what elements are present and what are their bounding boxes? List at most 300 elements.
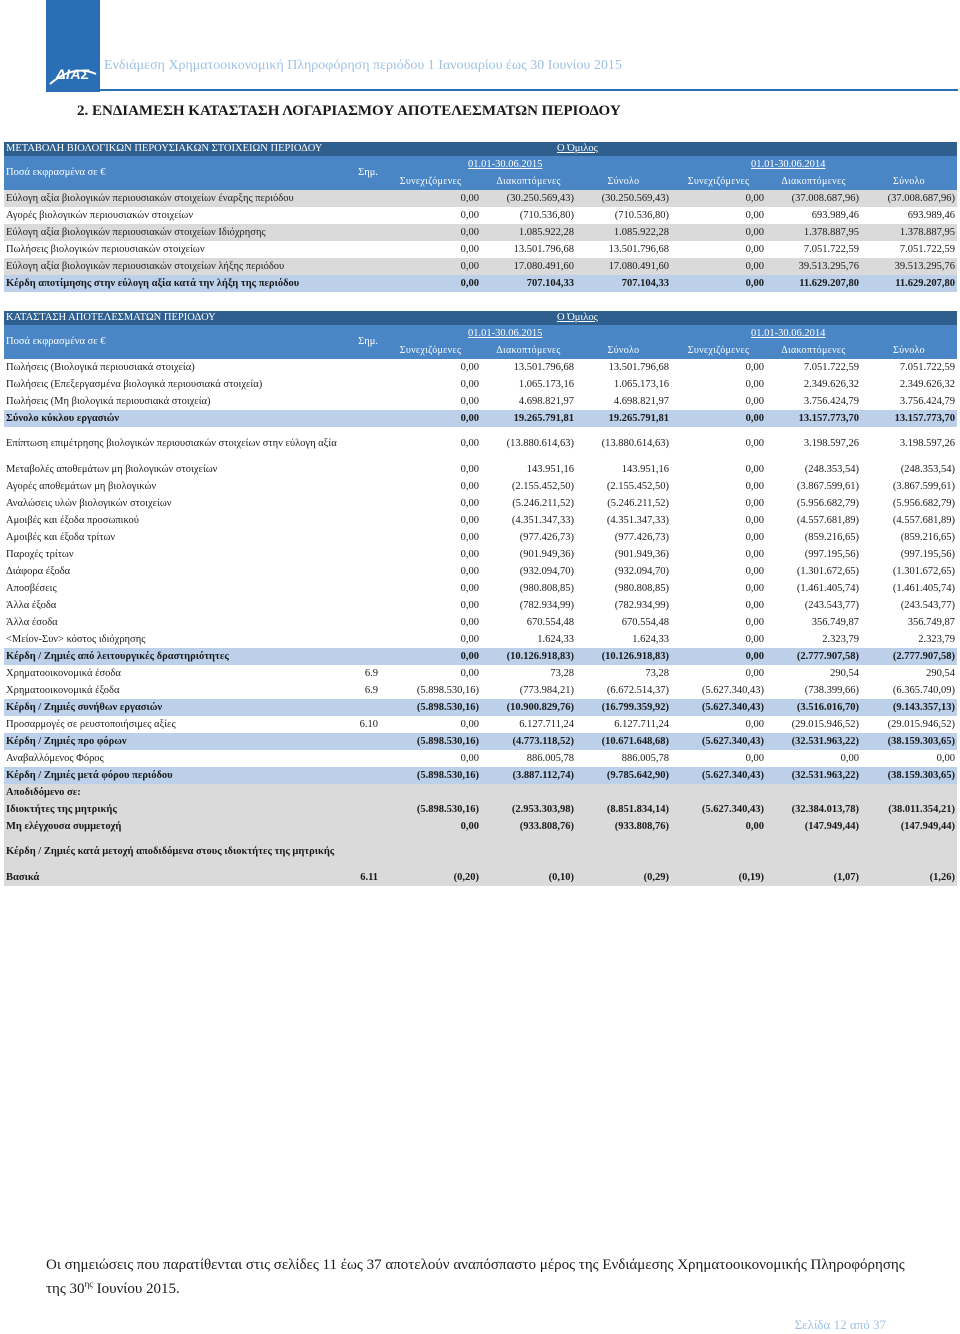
table-row	[4, 376, 957, 393]
table-row	[4, 461, 957, 478]
row-value: 0,00	[380, 648, 481, 665]
row-value: 0,00	[380, 631, 481, 648]
table-row	[4, 427, 957, 461]
row-value: (977.426,73)	[576, 529, 671, 546]
row-value: (738.399,66)	[766, 682, 861, 699]
row-value: (3.887.112,74)	[481, 767, 576, 784]
col-continuing-2015: Συνεχιζόμενες	[380, 342, 481, 359]
row-value: 39.513.295,76	[861, 258, 957, 275]
row-value: (243.543,77)	[766, 597, 861, 614]
row-value: (933.808,76)	[481, 818, 576, 835]
row-value: 143.951,16	[481, 461, 576, 478]
row-value: 0,00	[380, 614, 481, 631]
row-note: 6.10	[349, 716, 380, 733]
row-value: 0,00	[671, 393, 766, 410]
col-total-2015: Σύνολο	[576, 342, 671, 359]
row-value: (32.531.963,22)	[766, 733, 861, 750]
row-value: 0,00	[380, 750, 481, 767]
row-note	[349, 512, 380, 529]
row-value: 0,00	[671, 563, 766, 580]
row-value: (782.934,99)	[576, 597, 671, 614]
col-discontinued-2015: Διακοπτόμενες	[481, 342, 576, 359]
row-value: 707.104,33	[481, 275, 576, 292]
row-value: (4.557.681,89)	[766, 512, 861, 529]
row-value: 1.085.922,28	[576, 224, 671, 241]
row-value: (5.627.340,43)	[671, 682, 766, 699]
row-value: (243.543,77)	[861, 597, 957, 614]
row-value: (8.851.834,14)	[576, 801, 671, 818]
row-value: (248.353,54)	[766, 461, 861, 478]
row-value: 693.989,46	[766, 207, 861, 224]
row-label: Χρηματοοικονομικά έσοδα	[4, 665, 349, 682]
row-value: 670.554,48	[481, 614, 576, 631]
row-value: (859.216,65)	[861, 529, 957, 546]
table-row	[4, 648, 957, 665]
row-value: 3.198.597,26	[861, 427, 957, 461]
row-note	[349, 207, 380, 224]
row-label: Κέρδη / Ζημιές συνήθων εργασιών	[4, 699, 349, 716]
col-total-2014: Σύνολο	[861, 173, 957, 190]
row-value: (37.008.687,96)	[861, 190, 957, 207]
table-title-row	[4, 311, 957, 325]
footer-note-superscript: ης	[84, 1279, 93, 1289]
row-value	[671, 784, 766, 801]
row-value: (1.461.405,74)	[766, 580, 861, 597]
row-note	[349, 241, 380, 258]
row-value: (5.956.682,79)	[766, 495, 861, 512]
row-value: (997.195,56)	[861, 546, 957, 563]
row-label: Βασικά	[4, 869, 349, 886]
row-value: 0,00	[671, 190, 766, 207]
table-row	[4, 801, 957, 818]
row-value: (5.898.530,16)	[380, 801, 481, 818]
row-value: (10.126.918,83)	[481, 648, 576, 665]
table-row	[4, 665, 957, 682]
row-value: 1.065.173,16	[481, 376, 576, 393]
period-header-row	[4, 325, 957, 342]
col-total-2015: Σύνολο	[576, 173, 671, 190]
row-value: 0,00	[671, 461, 766, 478]
row-label: Πωλήσεις (Επεξεργασμένα βιολογικά περιουσιακά στοιχεία)	[4, 376, 349, 393]
row-value: 7.051.722,59	[766, 359, 861, 376]
row-value: 0,00	[671, 275, 766, 292]
row-value: 0,00	[380, 597, 481, 614]
row-value: 2.323,79	[766, 631, 861, 648]
row-value: 0,00	[380, 224, 481, 241]
row-value: (901.949,36)	[481, 546, 576, 563]
row-label: Κέρδη / Ζημιές μετά φόρου περιόδου	[4, 767, 349, 784]
row-value: 7.051.722,59	[861, 359, 957, 376]
row-note	[349, 275, 380, 292]
row-value: 0,00	[380, 258, 481, 275]
row-note	[349, 359, 380, 376]
row-label: Μη ελέγχουσα συμμετοχή	[4, 818, 349, 835]
row-value: 19.265.791,81	[576, 410, 671, 427]
col-discontinued-2015: Διακοπτόμενες	[481, 173, 576, 190]
row-value: (710.536,80)	[576, 207, 671, 224]
biological-assets-table	[4, 142, 957, 292]
row-value: 0,00	[671, 478, 766, 495]
row-value: 0,00	[671, 512, 766, 529]
row-value: 0,00	[380, 427, 481, 461]
row-value	[671, 835, 766, 869]
row-note: 6.11	[349, 869, 380, 886]
row-value: (859.216,65)	[766, 529, 861, 546]
row-note: 6.9	[349, 665, 380, 682]
row-label: Προσαρμογές σε ρευστοποιήσιμες αξίες	[4, 716, 349, 733]
header-divider	[46, 89, 958, 91]
row-note	[349, 733, 380, 750]
row-value: 356.749,87	[861, 614, 957, 631]
row-value: (29.015.946,52)	[861, 716, 957, 733]
row-value: (29.015.946,52)	[766, 716, 861, 733]
table-row	[4, 495, 957, 512]
table-row	[4, 614, 957, 631]
table-row	[4, 359, 957, 376]
row-value: 4.698.821,97	[576, 393, 671, 410]
row-value: 1.085.922,28	[481, 224, 576, 241]
row-value: 290,54	[861, 665, 957, 682]
row-value: 13.501.796,68	[576, 359, 671, 376]
footer-note-text: Οι σημειώσεις που παρατίθενται στις σελίδες 11 έως 37 αποτελούν αναπόσπαστο μέρος της Ενδιάμεσης Χρηματοοικονομικής Πληροφόρησης της 30	[46, 1257, 905, 1297]
row-value: (4.557.681,89)	[861, 512, 957, 529]
row-value: 0,00	[380, 495, 481, 512]
row-value: (1.301.672,65)	[861, 563, 957, 580]
row-value: (38.159.303,65)	[861, 733, 957, 750]
row-value: 0,00	[671, 614, 766, 631]
row-value: 2.323,79	[861, 631, 957, 648]
row-value: (710.536,80)	[481, 207, 576, 224]
row-value: 0,00	[380, 512, 481, 529]
row-note	[349, 427, 380, 461]
logo-text: ΔΙΑΣ	[56, 66, 90, 82]
row-value: (5.956.682,79)	[861, 495, 957, 512]
period-2014-label: 01.01-30.06.2014	[671, 325, 957, 342]
row-label: Κέρδη / Ζημιές από λειτουργικές δραστηριότητες	[4, 648, 349, 665]
row-label: Πωλήσεις βιολογικών περιουσιακών στοιχείων	[4, 241, 349, 258]
row-value: (0,19)	[671, 869, 766, 886]
row-value: 707.104,33	[576, 275, 671, 292]
row-value: 0,00	[766, 750, 861, 767]
row-note	[349, 410, 380, 427]
income-statement-table	[4, 311, 957, 886]
row-value: 0,00	[671, 648, 766, 665]
row-value: 39.513.295,76	[766, 258, 861, 275]
table-row	[4, 258, 957, 275]
row-value	[766, 784, 861, 801]
table-row	[4, 478, 957, 495]
row-value: (2.953.303,98)	[481, 801, 576, 818]
row-value: (4.351.347,33)	[481, 512, 576, 529]
row-value: 886.005,78	[576, 750, 671, 767]
row-value	[380, 835, 481, 869]
table-row	[4, 393, 957, 410]
row-value: (932.094,70)	[481, 563, 576, 580]
period-2015-label: 01.01-30.06.2015	[380, 156, 671, 173]
row-value: 13.157.773,70	[861, 410, 957, 427]
group-label: Ο Όμιλος	[481, 142, 957, 156]
row-value: (38.159.303,65)	[861, 767, 957, 784]
table-row	[4, 835, 957, 869]
row-value: 0,00	[671, 597, 766, 614]
row-label: Αποδιδόμενο σε:	[4, 784, 349, 801]
row-value: (933.808,76)	[576, 818, 671, 835]
row-value: (782.934,99)	[481, 597, 576, 614]
row-note	[349, 478, 380, 495]
row-label: Κέρδη / Ζημιές προ φόρων	[4, 733, 349, 750]
row-value: 0,00	[380, 478, 481, 495]
row-value: (5.898.530,16)	[380, 733, 481, 750]
col-total-2014: Σύνολο	[861, 342, 957, 359]
row-note	[349, 190, 380, 207]
row-note	[349, 495, 380, 512]
table-row	[4, 563, 957, 580]
table-row	[4, 869, 957, 886]
row-value: (38.011.354,21)	[861, 801, 957, 818]
table-row	[4, 699, 957, 716]
row-label: Εύλογη αξία βιολογικών περιουσιακών στοιχείων Ιδιόχρησης	[4, 224, 349, 241]
row-note	[349, 835, 380, 869]
row-note	[349, 801, 380, 818]
row-label: Πωλήσεις (Βιολογικά περιουσιακά στοιχεία)	[4, 359, 349, 376]
row-note: 6.9	[349, 682, 380, 699]
row-value: (980.808,85)	[481, 580, 576, 597]
table-row	[4, 818, 957, 835]
row-value: (2.777.907,58)	[766, 648, 861, 665]
note-column-label: Σημ.	[349, 156, 380, 190]
table-row	[4, 733, 957, 750]
row-value	[576, 784, 671, 801]
row-value: 73,28	[481, 665, 576, 682]
row-value: (16.799.359,92)	[576, 699, 671, 716]
row-label: Πωλήσεις (Μη βιολογικά περιουσιακά στοιχεία)	[4, 393, 349, 410]
row-value: 13.501.796,68	[481, 359, 576, 376]
row-value: (932.094,70)	[576, 563, 671, 580]
row-value: 0,00	[380, 818, 481, 835]
table-title: ΚΑΤΑΣΤΑΣΗ ΑΠΟΤΕΛΕΣΜΑΤΩΝ ΠΕΡΙΟΔΟΥ	[4, 311, 481, 325]
row-label: Κέρδη αποτίμησης στην εύλογη αξία κατά την λήξη της περιόδου	[4, 275, 349, 292]
row-value	[380, 784, 481, 801]
row-label: Εύλογη αξία βιολογικών περιουσιακών στοιχείων έναρξης περιόδου	[4, 190, 349, 207]
row-value: (30.250.569,43)	[576, 190, 671, 207]
row-value: 0,00	[671, 750, 766, 767]
row-label: Αγορές αποθεμάτων μη βιολογικών	[4, 478, 349, 495]
row-value	[481, 784, 576, 801]
row-value: 11.629.207,80	[861, 275, 957, 292]
row-value: 0,00	[671, 359, 766, 376]
table-row	[4, 529, 957, 546]
footer-note-end: Ιουνίου 2015.	[92, 1281, 180, 1297]
row-value: (10.126.918,83)	[576, 648, 671, 665]
table-row	[4, 631, 957, 648]
row-label: <Μείον-Συν> κόστος ιδιόχρησης	[4, 631, 349, 648]
row-value: 0,00	[861, 750, 957, 767]
row-value: (3.516.016,70)	[766, 699, 861, 716]
table-row	[4, 275, 957, 292]
row-note	[349, 580, 380, 597]
row-value: (1.461.405,74)	[861, 580, 957, 597]
table-title-row	[4, 142, 957, 156]
row-value: (5.627.340,43)	[671, 801, 766, 818]
row-label: Άλλα έξοδα	[4, 597, 349, 614]
row-value: (4.773.118,52)	[481, 733, 576, 750]
row-value: 0,00	[671, 427, 766, 461]
table-row	[4, 546, 957, 563]
col-continuing-2015: Συνεχιζόμενες	[380, 173, 481, 190]
row-value: 0,00	[380, 207, 481, 224]
table-row	[4, 512, 957, 529]
row-value: 6.127.711,24	[576, 716, 671, 733]
row-value: (13.880.614,63)	[481, 427, 576, 461]
row-value: (0,29)	[576, 869, 671, 886]
row-value: 0,00	[380, 190, 481, 207]
row-value: (977.426,73)	[481, 529, 576, 546]
row-value: (6.365.740,09)	[861, 682, 957, 699]
row-value: 7.051.722,59	[766, 241, 861, 258]
row-value	[861, 835, 957, 869]
row-note	[349, 614, 380, 631]
table-row	[4, 241, 957, 258]
table-row	[4, 716, 957, 733]
row-label: Κέρδη / Ζημιές κατά μετοχή αποδιδόμενα στους ιδιοκτήτες της μητρικής	[4, 835, 349, 869]
row-label: Αμοιβές και έξοδα προσωπικού	[4, 512, 349, 529]
row-label: Χρηματοοικονομικά έξοδα	[4, 682, 349, 699]
row-label: Αγορές βιολογικών περιουσιακών στοιχείων	[4, 207, 349, 224]
row-value: (9.785.642,90)	[576, 767, 671, 784]
row-value: (3.867.599,61)	[861, 478, 957, 495]
row-note	[349, 818, 380, 835]
row-value: (1,26)	[861, 869, 957, 886]
row-value: 3.756.424,79	[766, 393, 861, 410]
row-label: Σύνολο κύκλου εργασιών	[4, 410, 349, 427]
col-discontinued-2014: Διακοπτόμενες	[766, 173, 861, 190]
row-note	[349, 393, 380, 410]
row-label: Αμοιβές και έξοδα τρίτων	[4, 529, 349, 546]
row-value: 0,00	[380, 665, 481, 682]
table-row	[4, 767, 957, 784]
table-row	[4, 190, 957, 207]
row-value: 0,00	[671, 716, 766, 733]
row-value: (5.898.530,16)	[380, 767, 481, 784]
row-label: Εύλογη αξία βιολογικών περιουσιακών στοιχείων λήξης περιόδου	[4, 258, 349, 275]
table-row	[4, 682, 957, 699]
row-value: (0,20)	[380, 869, 481, 886]
row-value: 0,00	[380, 563, 481, 580]
row-value: (30.250.569,43)	[481, 190, 576, 207]
row-value: (5.898.530,16)	[380, 682, 481, 699]
group-label: Ο Όμιλος	[481, 311, 957, 325]
row-note	[349, 631, 380, 648]
row-value: 886.005,78	[481, 750, 576, 767]
row-value	[861, 784, 957, 801]
row-value: 1.378.887,95	[766, 224, 861, 241]
row-value: 693.989,46	[861, 207, 957, 224]
period-header-row	[4, 156, 957, 173]
table-row	[4, 224, 957, 241]
row-value: (997.195,56)	[766, 546, 861, 563]
row-value: (5.627.340,43)	[671, 733, 766, 750]
row-value: 1.624,33	[576, 631, 671, 648]
row-note	[349, 750, 380, 767]
row-value: 0,00	[671, 818, 766, 835]
row-value: (5.246.211,52)	[576, 495, 671, 512]
row-value: 73,28	[576, 665, 671, 682]
table-row	[4, 207, 957, 224]
row-value: 19.265.791,81	[481, 410, 576, 427]
row-value: 0,00	[671, 665, 766, 682]
table-row	[4, 580, 957, 597]
row-value: (6.672.514,37)	[576, 682, 671, 699]
row-value: 1.378.887,95	[861, 224, 957, 241]
row-note	[349, 546, 380, 563]
row-value: 17.080.491,60	[481, 258, 576, 275]
row-label: Αναβαλλόμενος Φόρος	[4, 750, 349, 767]
col-discontinued-2014: Διακοπτόμενες	[766, 342, 861, 359]
row-value: 0,00	[380, 580, 481, 597]
row-value: (2.155.452,50)	[576, 478, 671, 495]
period-2015-label: 01.01-30.06.2015	[380, 325, 671, 342]
row-value: 0,00	[671, 376, 766, 393]
table-row	[4, 410, 957, 427]
row-value: (1.301.672,65)	[766, 563, 861, 580]
row-label: Επίπτωση επιμέτρησης βιολογικών περιουσιακών στοιχείων στην εύλογη αξία	[4, 427, 349, 461]
table-row	[4, 750, 957, 767]
row-note	[349, 224, 380, 241]
row-note	[349, 563, 380, 580]
row-value: (2.155.452,50)	[481, 478, 576, 495]
row-value: 0,00	[380, 410, 481, 427]
row-value: (980.808,85)	[576, 580, 671, 597]
row-value: 3.198.597,26	[766, 427, 861, 461]
row-note	[349, 529, 380, 546]
row-value: 11.629.207,80	[766, 275, 861, 292]
row-value: (147.949,44)	[766, 818, 861, 835]
row-value: 143.951,16	[576, 461, 671, 478]
row-value: 0,00	[671, 529, 766, 546]
row-value: 0,00	[671, 224, 766, 241]
row-value: (2.777.907,58)	[861, 648, 957, 665]
row-value: 3.756.424,79	[861, 393, 957, 410]
row-value: (10.671.648,68)	[576, 733, 671, 750]
row-value: 670.554,48	[576, 614, 671, 631]
col-continuing-2014: Συνεχιζόμενες	[671, 342, 766, 359]
row-value	[481, 835, 576, 869]
row-value: (1,07)	[766, 869, 861, 886]
table-title: ΜΕΤΑΒΟΛΗ ΒΙΟΛΟΓΙΚΩΝ ΠΕΡΟΥΣΙΑΚΩΝ ΣΤΟΙΧΕΙΩΝ ΠΕΡΙΟΔΟΥ	[4, 142, 481, 156]
row-value: 7.051.722,59	[861, 241, 957, 258]
page-number: Σελίδα 12 από 37	[794, 1317, 886, 1332]
row-value: (901.949,36)	[576, 546, 671, 563]
row-value: 0,00	[671, 410, 766, 427]
note-column-label: Σημ.	[349, 325, 380, 359]
row-value: 6.127.711,24	[481, 716, 576, 733]
row-value: (4.351.347,33)	[576, 512, 671, 529]
row-value: (0,10)	[481, 869, 576, 886]
row-value: 1.624,33	[481, 631, 576, 648]
row-note	[349, 258, 380, 275]
amount-label: Ποσά εκφρασμένα σε €	[4, 325, 349, 359]
row-label: Ιδιοκτήτες της μητρικής	[4, 801, 349, 818]
table-row	[4, 597, 957, 614]
row-value: 0,00	[380, 241, 481, 258]
row-value: 0,00	[380, 359, 481, 376]
row-label: Αναλώσεις υλών βιολογικών στοιχείων	[4, 495, 349, 512]
row-value: 1.065.173,16	[576, 376, 671, 393]
section-heading: 2. ΕΝΔΙΑΜΕΣΗ ΚΑΤΑΣΤΑΣΗ ΛΟΓΑΡΙΑΣΜΟΥ ΑΠΟΤΕΛΕΣΜΑΤΩΝ ΠΕΡΙΟΔΟΥ	[77, 103, 621, 119]
row-value: (3.867.599,61)	[766, 478, 861, 495]
row-value: 0,00	[380, 529, 481, 546]
row-note	[349, 699, 380, 716]
